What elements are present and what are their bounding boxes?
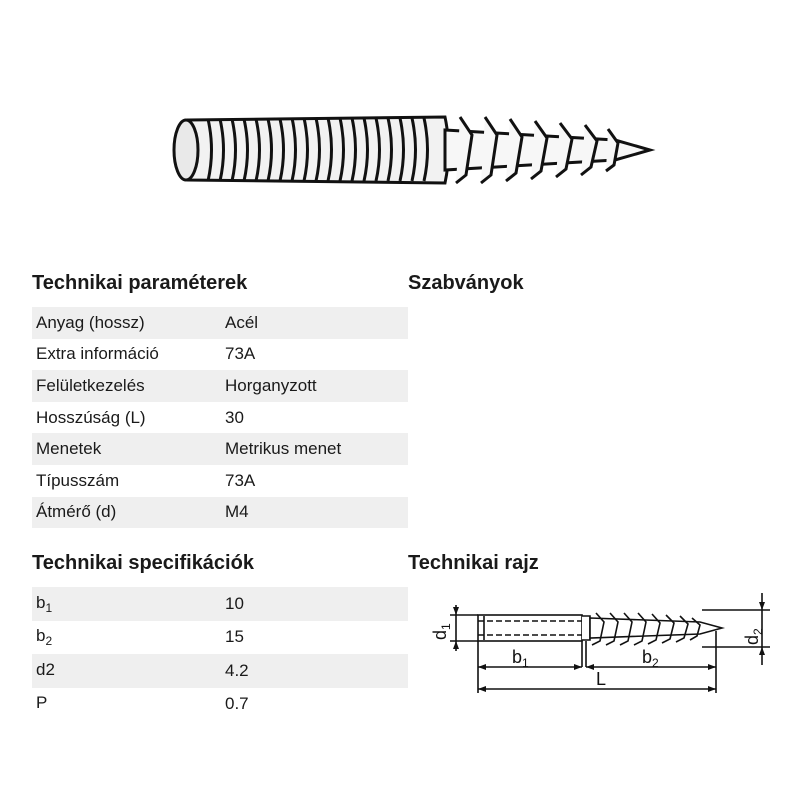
param-key: Típusszám <box>36 470 120 490</box>
spec-table <box>32 587 408 721</box>
spec-value: 0.7 <box>225 694 249 714</box>
param-value: 73A <box>225 470 256 490</box>
table-row <box>32 497 408 529</box>
table-row <box>32 339 408 371</box>
param-value: M4 <box>221 497 408 529</box>
param-value: Acél <box>221 307 408 339</box>
label-b1: $b_1$ <box>512 647 529 670</box>
param-key: Felületkezelés <box>32 370 221 402</box>
drawing-title: Technikai rajz <box>408 552 539 574</box>
param-value: 73A <box>225 344 256 364</box>
table-row <box>32 688 408 722</box>
spec-key: d2 <box>32 654 221 688</box>
param-key: Hosszúság (L) <box>36 407 146 427</box>
label-d2: $d_2$ <box>742 628 765 645</box>
technical-drawing <box>420 585 780 700</box>
label-d1: $d_1$ <box>430 623 453 640</box>
table-row <box>32 621 408 655</box>
table-row <box>32 465 408 497</box>
label-L: L <box>596 669 607 689</box>
param-value: Horganyzott <box>221 370 408 402</box>
params-table <box>32 307 408 528</box>
standards-title: Szabványok <box>408 272 524 294</box>
spec-value: 15 <box>225 627 244 647</box>
spec-title: Technikai specifikációk <box>32 552 254 574</box>
spec-value: 4.2 <box>221 654 408 688</box>
hanger-bolt-photo <box>160 95 660 205</box>
table-row <box>32 433 408 465</box>
param-value: 30 <box>225 407 244 427</box>
param-key: Anyag (hossz) <box>32 307 221 339</box>
params-title: Technikai paraméterek <box>32 272 248 294</box>
table-row <box>32 587 408 621</box>
param-key: Menetek <box>32 433 221 465</box>
label-b2: $b_2$ <box>642 647 659 670</box>
param-key: Extra információ <box>36 344 159 364</box>
spec-key: $b_2$ <box>36 626 53 649</box>
table-row <box>32 654 408 688</box>
spec-value: 10 <box>221 587 408 621</box>
table-row <box>32 370 408 402</box>
spec-key: $b_1$ <box>32 587 221 621</box>
param-value: Metrikus menet <box>221 433 408 465</box>
param-key: Átmérő (d) <box>32 497 221 529</box>
table-row <box>32 307 408 339</box>
table-row <box>32 402 408 434</box>
spec-key: P <box>36 693 48 713</box>
